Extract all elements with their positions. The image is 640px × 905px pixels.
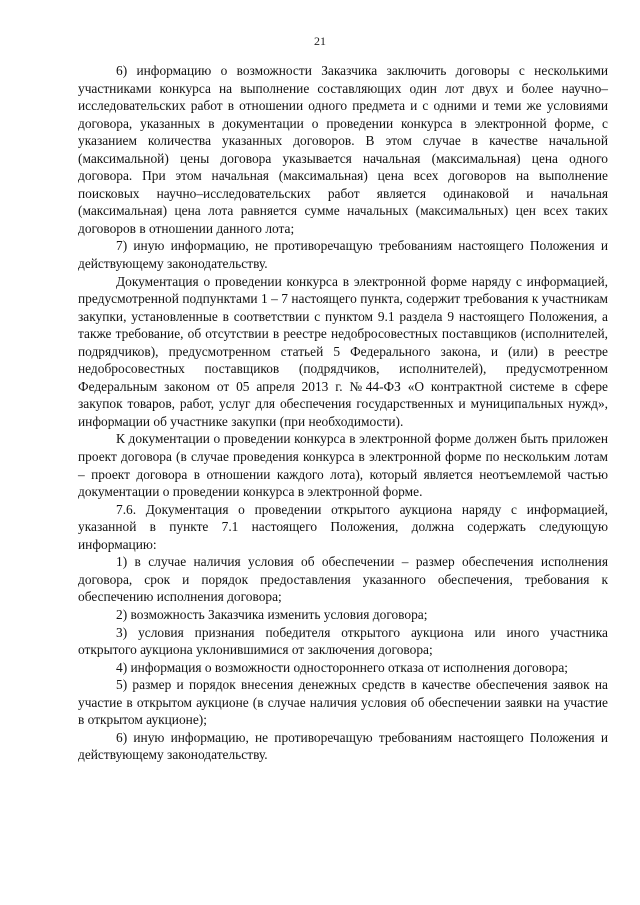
page-number: 21 [314,34,326,48]
document-body [78,62,608,764]
paragraph-auction-item-2: 2) возможность Заказчика изменить условия договора; [116,606,428,622]
paragraph-draft-contract: К документации о проведении конкурса в электронной форме должен быть приложен проект договора (в случае проведения конкурса в электронной форме по нескольким лотам – проект договора в отношении каждого лота), который является неотъемлемой частью документации о проведении конкурса в электронной форме. [78,431,608,500]
paragraph-auction-item-5: 5) размер и порядок внесения денежных средств в качестве обеспечения заявок на участие в открытом аукционе (в случае наличия условия об обеспечении заявки на участие в открытом аукционе); [78,677,608,728]
paragraph-auction-item-6: 6) иную информацию, не противоречащую требованиям настоящего Положения и действующему законодательству. [78,729,608,763]
paragraph-participant-requirements: Документация о проведении конкурса в электронной форме наряду с информацией, предусмотренной подпунктами 1 – 7 настоящего пункта, содержит требования к участникам закупки, установленные в соответствии с пунктом 9.1 раздела 9 настоящего Положения, а также требование, об отсутствии в реестре недобросовестных поставщиков (исполнителей, подрядчиков), предусмотренном статьей 5 Федерального закона, и (или) в реестре недобросовестных поставщиков (подрядчиков, исполнителей), предусмотренном Федеральным законом от 05 апреля 2013 г. №44-ФЗ «О контрактной системе в сфере закупок товаров, работ, услуг для обеспечения государственных и муниципальных нужд», информации об участнике закупки (при необходимости). [78,273,608,429]
paragraph-section-7-6: 7.6. Документация о проведении открытого аукциона наряду с информацией, указанной в пункте 7.1 настоящего Положения, должна содержать следующую информацию: [78,501,608,552]
paragraph-auction-item-3: 3) условия признания победителя открытого аукциона или иного участника открытого аукциона уклонившимися от заключения договора; [78,624,608,658]
paragraph-auction-item-4: 4) информация о возможности одностороннего отказа от исполнения договора; [116,659,569,675]
paragraph-item-6-lot-contracts: 6) информацию о возможности Заказчика заключить договоры с несколькими участниками конкурса на выполнение составляющих один лот двух и более научно–исследовательских работ в отношении одного предмета и с одними и теми же условиями договора, указанных в документации о проведении конкурса в электронной форме, с указанием количества указанных договоров. В этом случае в качестве начальной (максимальной) цены договора указывается начальная (максимальная) цена одного договора. При этом начальная (максимальная) цена всех договоров на выполнение поисковых научно–исследовательских работ является одинаковой и начальная (максимальная) цена лота равняется сумме начальных (максимальных) цен всех таких договоров в отношении данного лота; [78,63,608,236]
paragraph-item-7-other-info: 7) иную информацию, не противоречащую требованиям настоящего Положения и действующему законодательству. [78,238,608,272]
paragraph-auction-item-1: 1) в случае наличия условия об обеспечении – размер обеспечения исполнения договора, срок и порядок предоставления указанного обеспечения, требования к обеспечению исполнения договора; [78,554,608,605]
